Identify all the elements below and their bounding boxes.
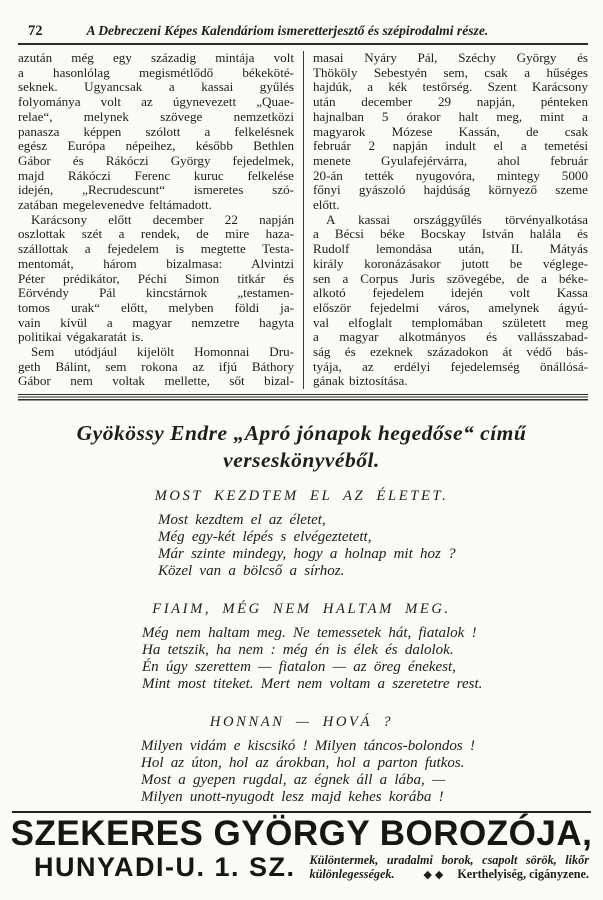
text-line: Thököly Sebestyén sem, csak a hűséges bbox=[313, 64, 588, 80]
text-line: magyarok Mózese Kassán, de csak bbox=[313, 123, 588, 139]
article-column-left bbox=[18, 51, 303, 389]
poetry-section-title-line2: verseskönyvéből. bbox=[223, 448, 380, 473]
article-body bbox=[18, 51, 588, 389]
poem-line: Közel van a bölcső a sírhoz. bbox=[158, 563, 345, 580]
text-line: tyája, az erdélyi fejedelemség önállósá- bbox=[313, 358, 588, 374]
text-line: főnyi gyászoló hajdúság környező szeme bbox=[313, 182, 588, 198]
page-header bbox=[18, 0, 588, 45]
advertisement-top-rule bbox=[12, 811, 591, 813]
text-line: val elfoglalt templomában született meg bbox=[313, 314, 588, 330]
text-line: mentomát, három bizalmasa: Alvintzi bbox=[18, 255, 294, 271]
advertisement-address: HUNYADI-U. 1. SZ. bbox=[34, 851, 296, 882]
poem-title: FIAIM, MÉG NEM HALTAM MEG. bbox=[152, 601, 451, 618]
text-line: a magyar alkotmányos és vallásszabad- bbox=[313, 329, 588, 345]
text-line: politikai végakaratát is. bbox=[18, 329, 144, 345]
text-line: előtt. bbox=[313, 197, 340, 213]
text-line: király koronázásakor jutott be véglege- bbox=[313, 255, 588, 271]
poem-line: Még nem haltam meg. Ne temessetek hát, fiatalok ! bbox=[142, 625, 477, 642]
poem-line: Hol az úton, hol az árokban, hol a parton futkos. bbox=[141, 755, 465, 772]
poem-title: MOST KEZDTEM EL AZ ÉLETET. bbox=[154, 488, 449, 505]
poem-body bbox=[141, 738, 603, 806]
advertisement-details-left: különlegességek. bbox=[309, 867, 395, 881]
poetry-section-title-line1: Gyökössy Endre „Apró jónapok hegedőse“ című bbox=[76, 421, 527, 446]
poem-line: Már szinte mindegy, hogy a holnap mit hoz ? bbox=[158, 546, 456, 563]
poem-line: Most a gyepen rugdal, az égnek áll a lába, — bbox=[141, 772, 446, 789]
text-line: Eörvéndy Pál kincstárnok „testamen- bbox=[18, 285, 294, 301]
text-line: ság és ezeknek századokon át védő bás- bbox=[313, 344, 588, 360]
text-line: gának biztosítása. bbox=[313, 373, 408, 389]
advertisement-details bbox=[310, 854, 589, 883]
text-line: Péter prédikátor, Péchi Simon titkár és bbox=[18, 270, 294, 286]
text-line: seknek. Ugyancsak a kassai gyűlés bbox=[18, 79, 294, 95]
text-line: majd Rákóczi Ferenc kuruc felkelése bbox=[18, 167, 294, 183]
text-line: folyománya volt az úgynevezett „Quae- bbox=[18, 94, 294, 110]
poem bbox=[0, 714, 603, 806]
advertisement-business-name: SZEKERES GYÖRGY BOROZÓJA, bbox=[10, 813, 593, 853]
advertisement-details-right: Kerthelyiség, cigányzene. bbox=[457, 867, 589, 881]
text-line: idején, „Recrudescunt“ ismeretes szó- bbox=[18, 182, 294, 198]
text-line: Rudolf lemondása után, II. Mátyás bbox=[313, 241, 588, 257]
poetry-section-title bbox=[0, 420, 603, 474]
text-line: vain kívül a magyar nemzetre hagyta bbox=[18, 314, 294, 330]
text-line: relae“, melynek szövege nemzetközi bbox=[18, 108, 294, 124]
text-line: masai Nyáry Pál, Széchy György és bbox=[313, 50, 588, 65]
text-line: hajnalban 5 órakor halt meg, mint a bbox=[313, 108, 588, 124]
text-line: azután még egy századig mintája volt bbox=[18, 50, 294, 65]
text-line: Karácsony előtt december 22 napján bbox=[31, 211, 294, 227]
poem-line: Én úgy szerettem — fiatalon — az öreg énekest, bbox=[142, 659, 456, 676]
poem-line: Még egy-két lépés s elvégeztetett, bbox=[158, 529, 372, 546]
text-line: hajdúk, a kék testőrség. Szent Karácsony bbox=[313, 79, 588, 95]
text-line: után december 29 napján, pénteken bbox=[313, 94, 588, 110]
advertisement-details-line2 bbox=[310, 867, 589, 882]
text-line: február 2 napján indult el a temetési bbox=[313, 138, 588, 154]
poem-line: Most kezdtem el az életet, bbox=[158, 512, 326, 529]
section-divider-rule bbox=[18, 394, 588, 401]
text-line: a Bécsi béke Bocskay István halála és bbox=[313, 226, 588, 242]
text-line: A kassai országgyűlés törvényalkotása bbox=[326, 211, 588, 227]
page-number: 72 bbox=[28, 23, 43, 39]
text-line: a hasonlólag megismétlődő békeköté- bbox=[18, 64, 294, 80]
text-line: alkotó fejedelem idején volt Kassa bbox=[313, 285, 588, 301]
text-line: geth Bálint, sem rokona az ifjú Báthory bbox=[18, 358, 294, 374]
text-line: Gábor és Rákóczi György fejedelmek, bbox=[18, 152, 294, 168]
poem-line: Milyen unott-nyugodt lesz majd kehes korába ! bbox=[141, 789, 444, 806]
poems-container bbox=[0, 488, 603, 806]
poem-line: Ha tetszik, ha nem : még én is élek és dalolok. bbox=[142, 642, 454, 659]
advertisement-details-line1: Különtermek, uradalmi borok, csapolt sörök, likőr bbox=[309, 852, 589, 867]
poem bbox=[0, 601, 603, 693]
text-line: szállottak a fejedelem is megtette Testa- bbox=[18, 241, 294, 257]
poem-title: HONNAN — HOVÁ ? bbox=[209, 714, 394, 731]
poem-body bbox=[158, 512, 603, 580]
poem-body bbox=[142, 625, 603, 693]
running-head-title: A Debreczeni Képes Kalendáriom ismeretterjesztő és szépirodalmi része. bbox=[86, 23, 489, 38]
text-line: Sem utódjául kijelölt Homonnai Dru- bbox=[31, 344, 294, 360]
advertisement-row2 bbox=[8, 853, 595, 883]
poem-line: Mint most titeket. Mert nem voltam a szeretetre rest. bbox=[142, 676, 483, 693]
text-line: tomos urak“ előtt, melyben földi ja- bbox=[18, 299, 294, 315]
text-line: egész Európa népeihez, később Bethlen bbox=[18, 138, 294, 154]
text-line: Gábor nem voltak mellette, sőt bizal- bbox=[18, 373, 294, 389]
text-line: panasza képpen szólott a felkelésnek bbox=[18, 123, 294, 139]
text-line: oszlottak szét a rendek, de mire haza- bbox=[18, 226, 294, 242]
text-line: 20-án tették nyugovóra, mintegy 5000 bbox=[313, 167, 588, 183]
text-line: menete Gyulafejérvárra, ahol február bbox=[313, 152, 588, 168]
text-line: zatában megelevenedve feltámadott. bbox=[18, 197, 212, 213]
text-line: először fejedelmi város, amelynek ágyú- bbox=[313, 299, 588, 315]
poem-line: Milyen vidám e kiscsikó ! Milyen táncos-bolondos ! bbox=[141, 738, 475, 755]
diamond-ornament-icon: ◆◆ bbox=[423, 869, 447, 881]
text-line: sen a Corpus Juris szövegébe, de a béke- bbox=[313, 270, 588, 286]
poem bbox=[0, 488, 603, 580]
advertisement bbox=[0, 808, 603, 883]
article-column-right bbox=[303, 51, 588, 389]
